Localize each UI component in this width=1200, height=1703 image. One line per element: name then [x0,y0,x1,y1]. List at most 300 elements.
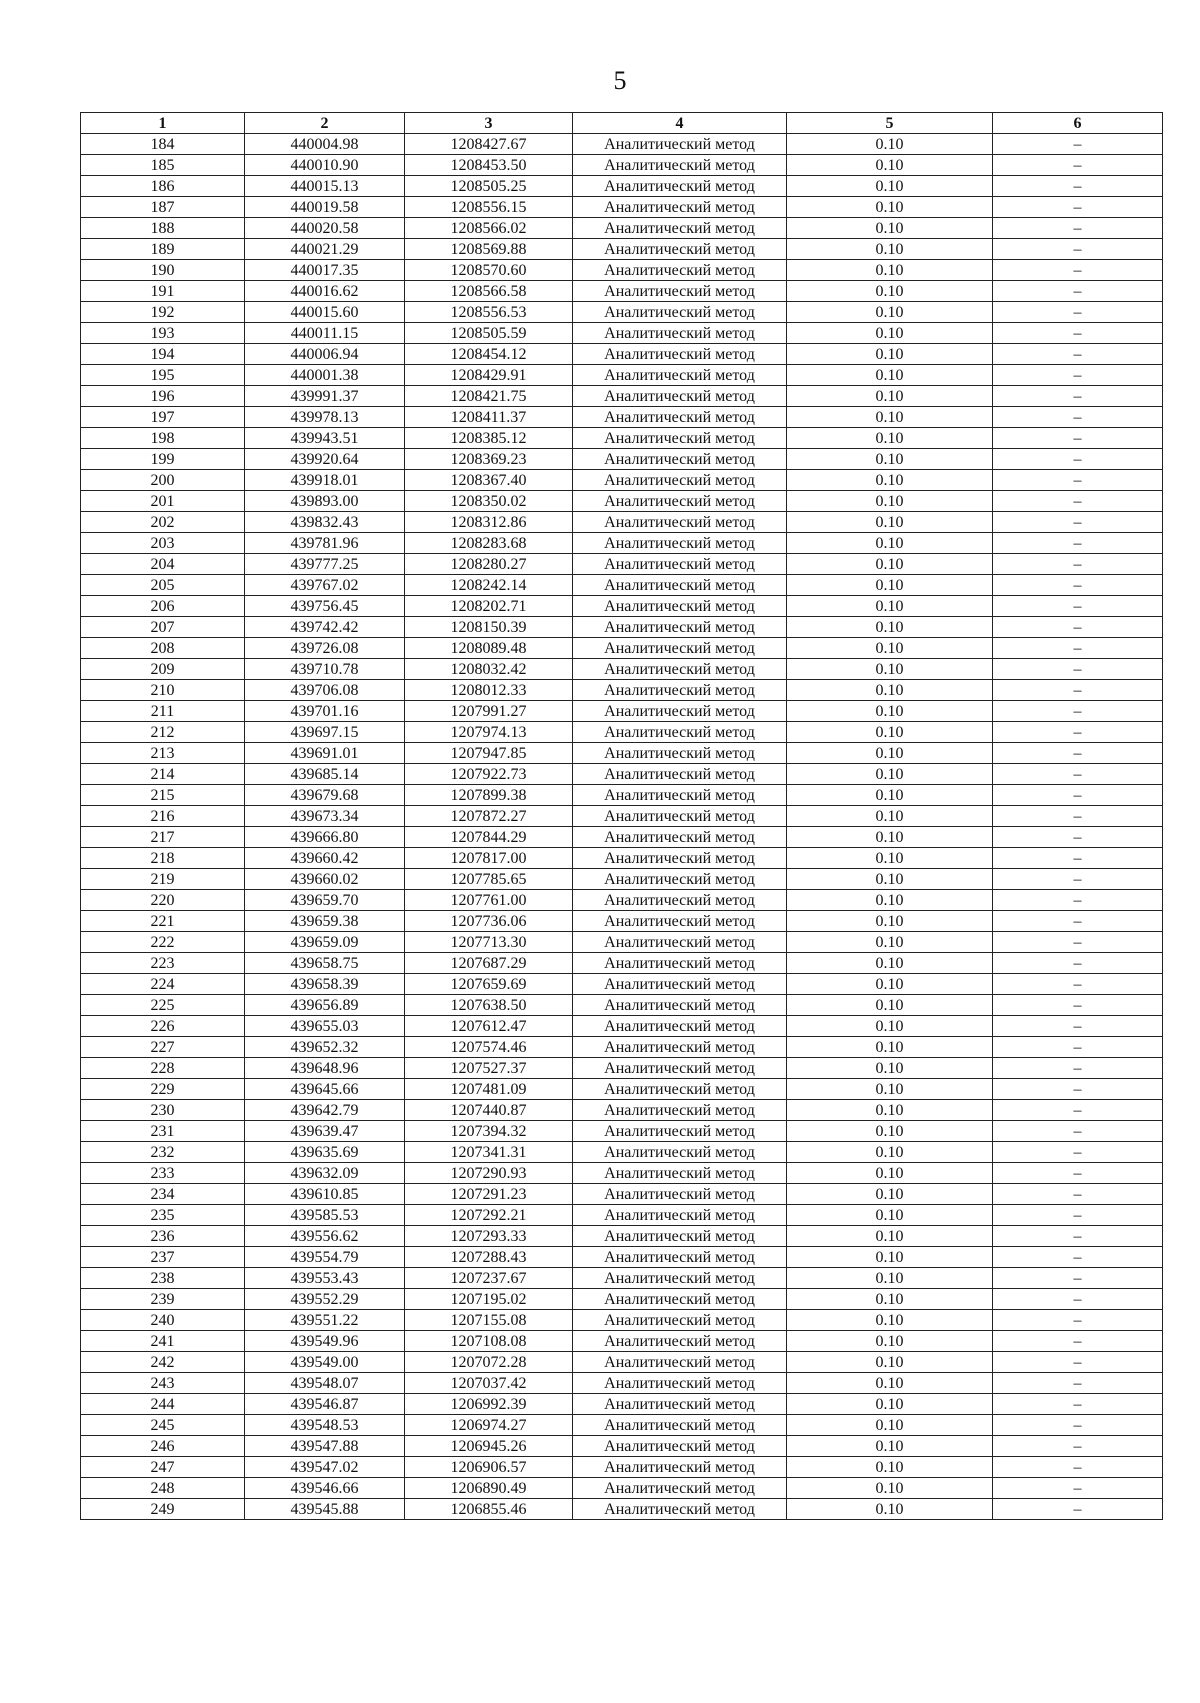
note-cell: – [993,512,1163,533]
note-cell: – [993,1100,1163,1121]
note-cell: – [993,848,1163,869]
y-coordinate-cell: 1208385.12 [405,428,573,449]
y-coordinate-cell: 1208089.48 [405,638,573,659]
note-cell: – [993,638,1163,659]
accuracy-cell: 0.10 [787,281,993,302]
y-coordinate-cell: 1208369.23 [405,449,573,470]
method-cell: Аналитический метод [573,1121,787,1142]
table-row [81,134,1163,155]
note-cell: – [993,1457,1163,1478]
point-number-cell: 243 [81,1373,245,1394]
method-cell: Аналитический метод [573,764,787,785]
x-coordinate-cell: 439777.25 [245,554,405,575]
accuracy-cell: 0.10 [787,491,993,512]
table-row [81,1121,1163,1142]
x-coordinate-cell: 439652.32 [245,1037,405,1058]
x-coordinate-cell: 439546.87 [245,1394,405,1415]
table-row [81,554,1163,575]
method-cell: Аналитический метод [573,932,787,953]
y-coordinate-cell: 1206974.27 [405,1415,573,1436]
method-cell: Аналитический метод [573,638,787,659]
method-cell: Аналитический метод [573,659,787,680]
x-coordinate-cell: 439685.14 [245,764,405,785]
method-cell: Аналитический метод [573,386,787,407]
y-coordinate-cell: 1207922.73 [405,764,573,785]
method-cell: Аналитический метод [573,323,787,344]
method-cell: Аналитический метод [573,1352,787,1373]
table-row [81,281,1163,302]
note-cell: – [993,596,1163,617]
method-cell: Аналитический метод [573,1268,787,1289]
note-cell: – [993,554,1163,575]
table-row [81,1289,1163,1310]
note-cell: – [993,1037,1163,1058]
note-cell: – [993,428,1163,449]
note-cell: – [993,575,1163,596]
column-header: 2 [245,113,405,134]
method-cell: Аналитический метод [573,491,787,512]
point-number-cell: 230 [81,1100,245,1121]
x-coordinate-cell: 440016.62 [245,281,405,302]
table-row [81,533,1163,554]
point-number-cell: 239 [81,1289,245,1310]
y-coordinate-cell: 1206945.26 [405,1436,573,1457]
method-cell: Аналитический метод [573,1289,787,1310]
point-number-cell: 212 [81,722,245,743]
x-coordinate-cell: 439697.15 [245,722,405,743]
x-coordinate-cell: 439549.00 [245,1352,405,1373]
y-coordinate-cell: 1207394.32 [405,1121,573,1142]
point-number-cell: 223 [81,953,245,974]
x-coordinate-cell: 439632.09 [245,1163,405,1184]
accuracy-cell: 0.10 [787,218,993,239]
accuracy-cell: 0.10 [787,1310,993,1331]
y-coordinate-cell: 1207155.08 [405,1310,573,1331]
accuracy-cell: 0.10 [787,1394,993,1415]
point-number-cell: 188 [81,218,245,239]
note-cell: – [993,302,1163,323]
note-cell: – [993,239,1163,260]
table-row [81,596,1163,617]
note-cell: – [993,1289,1163,1310]
accuracy-cell: 0.10 [787,239,993,260]
table-row [81,1331,1163,1352]
table-row [81,1352,1163,1373]
table-row [81,1058,1163,1079]
x-coordinate-cell: 440006.94 [245,344,405,365]
y-coordinate-cell: 1207290.93 [405,1163,573,1184]
x-coordinate-cell: 439548.07 [245,1373,405,1394]
point-number-cell: 213 [81,743,245,764]
x-coordinate-cell: 439585.53 [245,1205,405,1226]
y-coordinate-cell: 1206890.49 [405,1478,573,1499]
point-number-cell: 187 [81,197,245,218]
accuracy-cell: 0.10 [787,701,993,722]
method-cell: Аналитический метод [573,785,787,806]
point-number-cell: 207 [81,617,245,638]
note-cell: – [993,974,1163,995]
accuracy-cell: 0.10 [787,953,993,974]
table-row [81,1478,1163,1499]
method-cell: Аналитический метод [573,302,787,323]
accuracy-cell: 0.10 [787,911,993,932]
method-cell: Аналитический метод [573,155,787,176]
table-row [81,239,1163,260]
note-cell: – [993,1394,1163,1415]
table-row [81,1205,1163,1226]
accuracy-cell: 0.10 [787,1268,993,1289]
table-row [81,365,1163,386]
accuracy-cell: 0.10 [787,764,993,785]
x-coordinate-cell: 440004.98 [245,134,405,155]
accuracy-cell: 0.10 [787,155,993,176]
x-coordinate-cell: 439656.89 [245,995,405,1016]
table-row [81,1079,1163,1100]
x-coordinate-cell: 440010.90 [245,155,405,176]
point-number-cell: 197 [81,407,245,428]
table-row [81,1436,1163,1457]
point-number-cell: 236 [81,1226,245,1247]
note-cell: – [993,1184,1163,1205]
accuracy-cell: 0.10 [787,1352,993,1373]
x-coordinate-cell: 439893.00 [245,491,405,512]
note-cell: – [993,1352,1163,1373]
method-cell: Аналитический метод [573,1142,787,1163]
table-header-row [81,113,1163,134]
method-cell: Аналитический метод [573,617,787,638]
x-coordinate-cell: 439546.66 [245,1478,405,1499]
accuracy-cell: 0.10 [787,890,993,911]
method-cell: Аналитический метод [573,1436,787,1457]
y-coordinate-cell: 1207288.43 [405,1247,573,1268]
point-number-cell: 189 [81,239,245,260]
accuracy-cell: 0.10 [787,1436,993,1457]
note-cell: – [993,1016,1163,1037]
method-cell: Аналитический метод [573,1331,787,1352]
note-cell: – [993,344,1163,365]
y-coordinate-cell: 1207574.46 [405,1037,573,1058]
table-row [81,1016,1163,1037]
point-number-cell: 218 [81,848,245,869]
y-coordinate-cell: 1207237.67 [405,1268,573,1289]
table-row [81,869,1163,890]
note-cell: – [993,890,1163,911]
note-cell: – [993,1226,1163,1247]
method-cell: Аналитический метод [573,1415,787,1436]
x-coordinate-cell: 439978.13 [245,407,405,428]
note-cell: – [993,827,1163,848]
point-number-cell: 241 [81,1331,245,1352]
x-coordinate-cell: 440021.29 [245,239,405,260]
y-coordinate-cell: 1206992.39 [405,1394,573,1415]
point-number-cell: 191 [81,281,245,302]
accuracy-cell: 0.10 [787,638,993,659]
y-coordinate-cell: 1207899.38 [405,785,573,806]
y-coordinate-cell: 1207736.06 [405,911,573,932]
x-coordinate-cell: 439642.79 [245,1100,405,1121]
method-cell: Аналитический метод [573,596,787,617]
accuracy-cell: 0.10 [787,1142,993,1163]
table-row [81,1457,1163,1478]
x-coordinate-cell: 439756.45 [245,596,405,617]
accuracy-cell: 0.10 [787,974,993,995]
y-coordinate-cell: 1208566.58 [405,281,573,302]
y-coordinate-cell: 1208427.67 [405,134,573,155]
accuracy-cell: 0.10 [787,1331,993,1352]
method-cell: Аналитический метод [573,428,787,449]
point-number-cell: 226 [81,1016,245,1037]
accuracy-cell: 0.10 [787,344,993,365]
x-coordinate-cell: 439635.69 [245,1142,405,1163]
table-row [81,1310,1163,1331]
y-coordinate-cell: 1208429.91 [405,365,573,386]
method-cell: Аналитический метод [573,260,787,281]
method-cell: Аналитический метод [573,407,787,428]
point-number-cell: 185 [81,155,245,176]
accuracy-cell: 0.10 [787,260,993,281]
method-cell: Аналитический метод [573,470,787,491]
page-number: 5 [613,66,627,95]
point-number-cell: 210 [81,680,245,701]
note-cell: – [993,743,1163,764]
table-row [81,449,1163,470]
method-cell: Аналитический метод [573,1100,787,1121]
table-row [81,302,1163,323]
y-coordinate-cell: 1207527.37 [405,1058,573,1079]
method-cell: Аналитический метод [573,1310,787,1331]
y-coordinate-cell: 1207108.08 [405,1331,573,1352]
table-row [81,827,1163,848]
point-number-cell: 199 [81,449,245,470]
note-cell: – [993,407,1163,428]
accuracy-cell: 0.10 [787,743,993,764]
x-coordinate-cell: 439710.78 [245,659,405,680]
x-coordinate-cell: 440001.38 [245,365,405,386]
accuracy-cell: 0.10 [787,827,993,848]
accuracy-cell: 0.10 [787,995,993,1016]
note-cell: – [993,1142,1163,1163]
point-number-cell: 221 [81,911,245,932]
column-header: 3 [405,113,573,134]
note-cell: – [993,1436,1163,1457]
method-cell: Аналитический метод [573,995,787,1016]
accuracy-cell: 0.10 [787,1289,993,1310]
table-row [81,1394,1163,1415]
table-row [81,470,1163,491]
x-coordinate-cell: 439556.62 [245,1226,405,1247]
note-cell: – [993,1121,1163,1142]
y-coordinate-cell: 1208012.33 [405,680,573,701]
table-row [81,344,1163,365]
y-coordinate-cell: 1208453.50 [405,155,573,176]
point-number-cell: 227 [81,1037,245,1058]
note-cell: – [993,680,1163,701]
accuracy-cell: 0.10 [787,575,993,596]
accuracy-cell: 0.10 [787,323,993,344]
point-number-cell: 204 [81,554,245,575]
table-row [81,260,1163,281]
note-cell: – [993,722,1163,743]
table-row [81,785,1163,806]
note-cell: – [993,764,1163,785]
point-number-cell: 184 [81,134,245,155]
method-cell: Аналитический метод [573,281,787,302]
x-coordinate-cell: 439659.70 [245,890,405,911]
accuracy-cell: 0.10 [787,680,993,701]
point-number-cell: 217 [81,827,245,848]
method-cell: Аналитический метод [573,827,787,848]
accuracy-cell: 0.10 [787,302,993,323]
method-cell: Аналитический метод [573,197,787,218]
table-row [81,722,1163,743]
point-number-cell: 229 [81,1079,245,1100]
point-number-cell: 224 [81,974,245,995]
x-coordinate-cell: 440015.60 [245,302,405,323]
table-row [81,176,1163,197]
accuracy-cell: 0.10 [787,1226,993,1247]
y-coordinate-cell: 1208566.02 [405,218,573,239]
x-coordinate-cell: 439726.08 [245,638,405,659]
method-cell: Аналитический метод [573,239,787,260]
y-coordinate-cell: 1208505.25 [405,176,573,197]
table-row [81,323,1163,344]
x-coordinate-cell: 439553.43 [245,1268,405,1289]
x-coordinate-cell: 439943.51 [245,428,405,449]
method-cell: Аналитический метод [573,848,787,869]
point-number-cell: 200 [81,470,245,491]
accuracy-cell: 0.10 [787,365,993,386]
point-number-cell: 202 [81,512,245,533]
accuracy-cell: 0.10 [787,1079,993,1100]
method-cell: Аналитический метод [573,1163,787,1184]
x-coordinate-cell: 440011.15 [245,323,405,344]
accuracy-cell: 0.10 [787,848,993,869]
method-cell: Аналитический метод [573,365,787,386]
accuracy-cell: 0.10 [787,1016,993,1037]
accuracy-cell: 0.10 [787,386,993,407]
y-coordinate-cell: 1207195.02 [405,1289,573,1310]
accuracy-cell: 0.10 [787,1415,993,1436]
x-coordinate-cell: 439781.96 [245,533,405,554]
table-row [81,218,1163,239]
x-coordinate-cell: 439691.01 [245,743,405,764]
x-coordinate-cell: 439551.22 [245,1310,405,1331]
method-cell: Аналитический метод [573,1016,787,1037]
accuracy-cell: 0.10 [787,1478,993,1499]
y-coordinate-cell: 1208411.37 [405,407,573,428]
table-row [81,932,1163,953]
y-coordinate-cell: 1207612.47 [405,1016,573,1037]
y-coordinate-cell: 1206906.57 [405,1457,573,1478]
table-row [81,1037,1163,1058]
method-cell: Аналитический метод [573,134,787,155]
note-cell: – [993,701,1163,722]
y-coordinate-cell: 1207991.27 [405,701,573,722]
note-cell: – [993,176,1163,197]
point-number-cell: 193 [81,323,245,344]
point-number-cell: 234 [81,1184,245,1205]
accuracy-cell: 0.10 [787,1373,993,1394]
x-coordinate-cell: 439666.80 [245,827,405,848]
table-row [81,428,1163,449]
accuracy-cell: 0.10 [787,1037,993,1058]
y-coordinate-cell: 1208350.02 [405,491,573,512]
y-coordinate-cell: 1208280.27 [405,554,573,575]
x-coordinate-cell: 439548.53 [245,1415,405,1436]
point-number-cell: 214 [81,764,245,785]
y-coordinate-cell: 1208242.14 [405,575,573,596]
x-coordinate-cell: 439549.96 [245,1331,405,1352]
point-number-cell: 233 [81,1163,245,1184]
x-coordinate-cell: 439742.42 [245,617,405,638]
table-row [81,491,1163,512]
point-number-cell: 195 [81,365,245,386]
accuracy-cell: 0.10 [787,428,993,449]
note-cell: – [993,1373,1163,1394]
y-coordinate-cell: 1207072.28 [405,1352,573,1373]
x-coordinate-cell: 439547.02 [245,1457,405,1478]
note-cell: – [993,470,1163,491]
table-row [81,1163,1163,1184]
method-cell: Аналитический метод [573,1079,787,1100]
note-cell: – [993,155,1163,176]
table-row [81,386,1163,407]
table-row [81,806,1163,827]
point-number-cell: 238 [81,1268,245,1289]
x-coordinate-cell: 439655.03 [245,1016,405,1037]
y-coordinate-cell: 1207947.85 [405,743,573,764]
accuracy-cell: 0.10 [787,1121,993,1142]
note-cell: – [993,365,1163,386]
note-cell: – [993,1478,1163,1499]
point-number-cell: 237 [81,1247,245,1268]
method-cell: Аналитический метод [573,1478,787,1499]
method-cell: Аналитический метод [573,344,787,365]
note-cell: – [993,869,1163,890]
accuracy-cell: 0.10 [787,407,993,428]
note-cell: – [993,323,1163,344]
note-cell: – [993,533,1163,554]
note-cell: – [993,1415,1163,1436]
method-cell: Аналитический метод [573,911,787,932]
point-number-cell: 242 [81,1352,245,1373]
table-row [81,764,1163,785]
note-cell: – [993,449,1163,470]
note-cell: – [993,1079,1163,1100]
method-cell: Аналитический метод [573,722,787,743]
x-coordinate-cell: 439545.88 [245,1499,405,1520]
note-cell: – [993,1058,1163,1079]
y-coordinate-cell: 1208202.71 [405,596,573,617]
point-number-cell: 205 [81,575,245,596]
accuracy-cell: 0.10 [787,722,993,743]
method-cell: Аналитический метод [573,218,787,239]
point-number-cell: 206 [81,596,245,617]
y-coordinate-cell: 1208570.60 [405,260,573,281]
note-cell: – [993,197,1163,218]
accuracy-cell: 0.10 [787,449,993,470]
x-coordinate-cell: 439991.37 [245,386,405,407]
note-cell: – [993,1331,1163,1352]
method-cell: Аналитический метод [573,890,787,911]
y-coordinate-cell: 1207292.21 [405,1205,573,1226]
y-coordinate-cell: 1207687.29 [405,953,573,974]
table-row [81,659,1163,680]
accuracy-cell: 0.10 [787,932,993,953]
accuracy-cell: 0.10 [787,1100,993,1121]
x-coordinate-cell: 439610.85 [245,1184,405,1205]
x-coordinate-cell: 439660.02 [245,869,405,890]
